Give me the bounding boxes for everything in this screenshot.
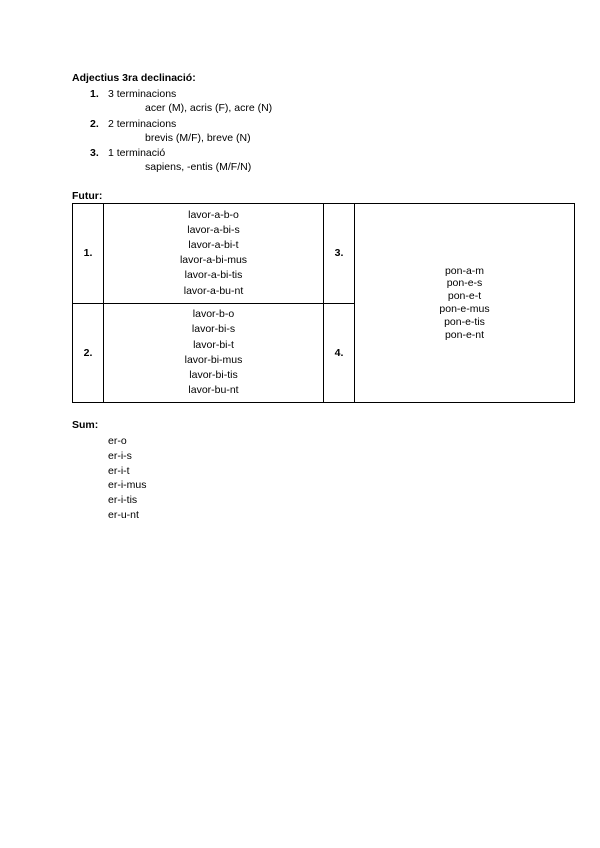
- verb-form: pon-e-nt: [444, 328, 485, 341]
- list-example: brevis (M/F), breve (N): [145, 131, 251, 144]
- conj-number-cell: 1.: [73, 204, 104, 304]
- conj-number-cell: 4.: [324, 303, 355, 403]
- verb-form: pon-e-mus: [439, 303, 490, 315]
- list-number: 1.: [90, 88, 99, 100]
- verb-form: lavor-a-b-o: [188, 208, 239, 221]
- conj-number-cell: 2.: [73, 303, 104, 403]
- verb-form: lavor-b-o: [192, 308, 235, 321]
- list-item: er-i-mus: [108, 479, 147, 492]
- table-row: [73, 204, 575, 304]
- list-number: 3.: [90, 147, 99, 159]
- list-item: er-i-s: [108, 449, 132, 462]
- verb-form: lavor-bi-mus: [184, 353, 243, 366]
- verb-form: lavor-a-bi-mus: [179, 254, 248, 267]
- adjectives-list: [72, 88, 532, 177]
- verb-form: lavor-bi-s: [191, 323, 236, 336]
- verb-form: lavor-a-bi-t: [188, 239, 239, 252]
- verb-form: pon-e-s: [446, 277, 483, 290]
- verb-form: lavor-a-bi-tis: [184, 269, 243, 282]
- verb-form: lavor-a-bi-s: [187, 223, 240, 236]
- list-example: sapiens, -entis (M/F/N): [145, 161, 252, 173]
- list-item: [72, 118, 532, 148]
- verb-form: lavor-bi-tis: [189, 368, 238, 381]
- verb-form: lavor-bu-nt: [188, 384, 239, 397]
- list-number: 2.: [90, 117, 99, 130]
- conj-number-cell: 3.: [324, 204, 355, 304]
- conj34-forms-cell: [355, 204, 575, 403]
- conj1-forms-cell: [104, 204, 324, 304]
- conj2-forms-cell: [104, 303, 324, 403]
- list-item: [72, 147, 532, 177]
- verb-form: lavor-a-bu-nt: [183, 284, 244, 297]
- list-label: 3 terminacions: [108, 88, 177, 100]
- sum-forms-list: [108, 434, 147, 523]
- futur-heading: Futur:: [72, 190, 103, 202]
- list-item: er-i-t: [108, 464, 130, 477]
- list-label: 2 terminacions: [108, 117, 177, 130]
- verb-form: pon-e-t: [447, 290, 482, 303]
- adjectives-heading: Adjectius 3ra declinació:: [72, 72, 196, 84]
- list-item: [72, 88, 532, 118]
- list-item: er-u-nt: [108, 508, 139, 521]
- verb-form: lavor-bi-t: [193, 338, 234, 351]
- verb-form: pon-e-tis: [444, 315, 485, 328]
- sum-heading: Sum:: [72, 419, 99, 431]
- list-item: er-i-tis: [108, 494, 138, 507]
- list-label: 1 terminació: [108, 147, 166, 159]
- list-example: acer (M), acris (F), acre (N): [145, 102, 273, 114]
- list-item: er-o: [108, 435, 127, 447]
- futur-table: [72, 203, 575, 403]
- verb-form: pon-a-m: [444, 264, 485, 277]
